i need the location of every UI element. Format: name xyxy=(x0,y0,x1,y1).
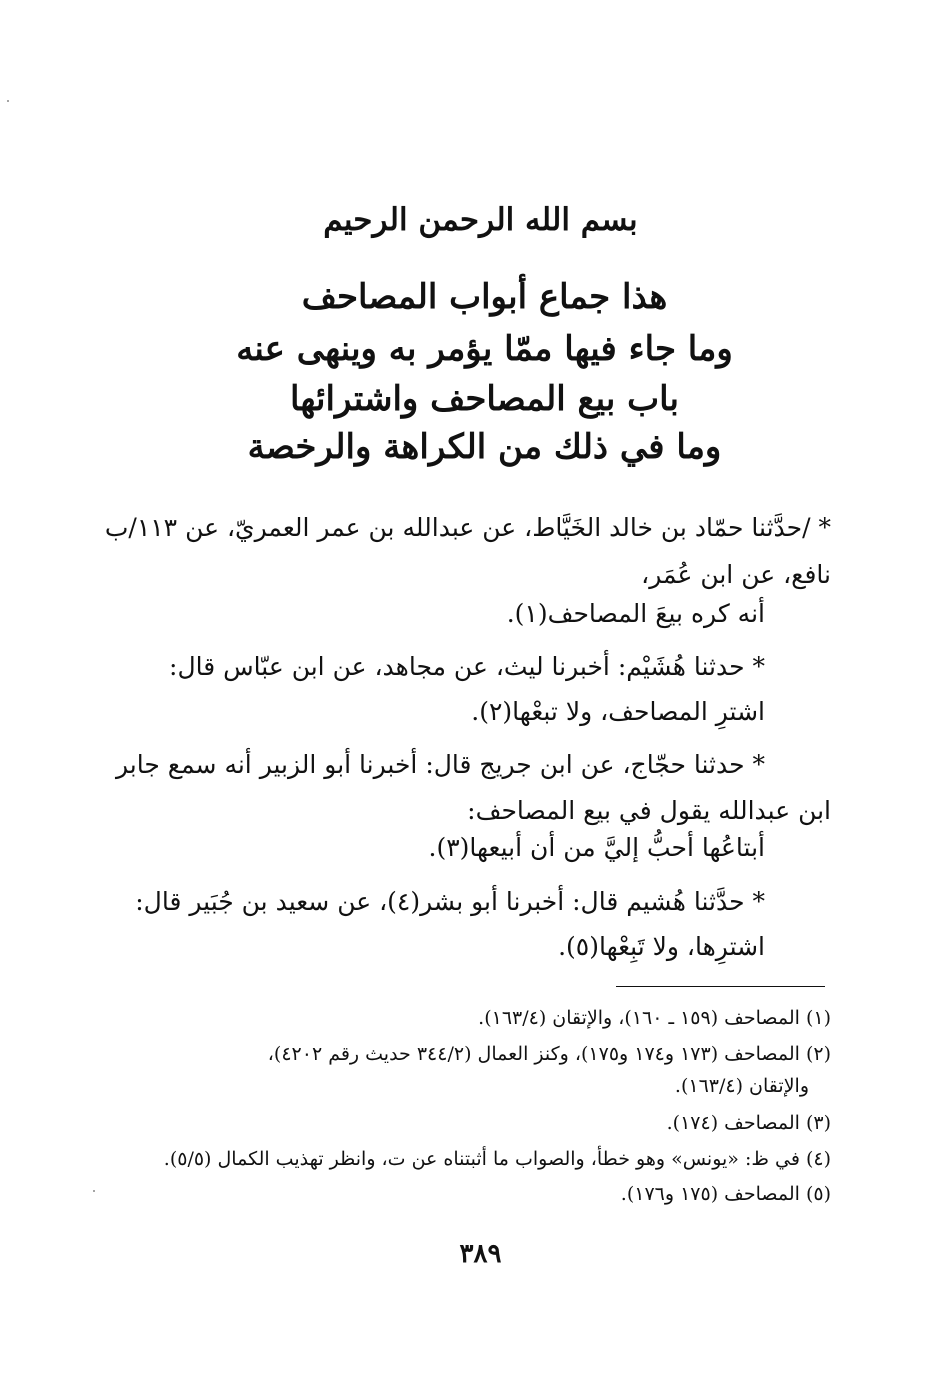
chapter-title-line-2: وما جاء فيها ممّا يؤمر به وينهى عنه xyxy=(236,329,733,369)
chapter-title-line-4: وما في ذلك من الكراهة والرخصة xyxy=(247,427,722,467)
footnote-5: (٥) المصاحف (١٧٥ و١٧٦). xyxy=(620,1183,831,1205)
scan-speck xyxy=(93,1190,95,1192)
chapter-title-line-1: هذا جماع أبواب المصاحف xyxy=(301,277,668,317)
chapter-title-line-3: باب بيع المصاحف واشترائها xyxy=(290,379,679,419)
page-number: ٣٨٩ xyxy=(459,1239,502,1269)
hadith-3-line-1: * حدثنا حجّاج، عن ابن جريج قال: أخبرنا أبو الزبير أنه سمع جابر xyxy=(116,750,765,779)
basmala: بسم الله الرحمن الرحيم xyxy=(323,202,638,238)
footnote-2: (٢) المصاحف (١٧٣ و١٧٤ و١٧٥)، وكنز العمال (٣٤٤/٢ حديث رقم ٤٢٠٢)، xyxy=(267,1043,831,1065)
hadith-3-text: أبتاعُها أحبُّ إليَّ من أن أبيعها(٣). xyxy=(428,833,765,862)
hadith-1-line-2: نافع، عن ابن عُمَر، xyxy=(641,560,831,589)
hadith-2-line-1: * حدثنا هُشَيْم: أخبرنا ليث، عن مجاهد، عن ابن عبّاس قال: xyxy=(169,652,765,681)
hadith-4-line-1: * حدَّثنا هُشيم قال: أخبرنا أبو بشر(٤)، عن سعيد بن جُبَير قال: xyxy=(135,887,765,916)
footnote-1: (١) المصاحف (١٥٩ ـ ١٦٠)، والإتقان (١٦٣/٤). xyxy=(478,1007,831,1029)
scan-speck xyxy=(7,100,9,102)
footnote-2-continued: والإتقان (١٦٣/٤). xyxy=(674,1075,809,1097)
footnote-3: (٣) المصاحف (١٧٤). xyxy=(666,1112,831,1134)
hadith-1-text: أنه كره بيعَ المصاحف(١). xyxy=(506,599,765,628)
hadith-1-line-1: * /حدَّثنا حمّاد بن خالد الخَيَّاط، عن عبدالله بن عمر العمريّ، عن ١١٣/ب xyxy=(104,513,831,542)
hadith-4-text: اشترِها، ولا تَبِعْها(٥). xyxy=(558,932,765,961)
hadith-3-line-2: ابن عبدالله يقول في بيع المصاحف: xyxy=(467,796,831,825)
footnote-separator xyxy=(616,986,825,987)
footnote-4: (٤) في ظ: «يونس» وهو خطأ، والصواب ما أثبتناه عن ت، وانظر تهذيب الكمال (٥/٥). xyxy=(163,1148,831,1170)
hadith-2-text: اشترِ المصاحف، ولا تبعْها(٢). xyxy=(471,697,765,726)
